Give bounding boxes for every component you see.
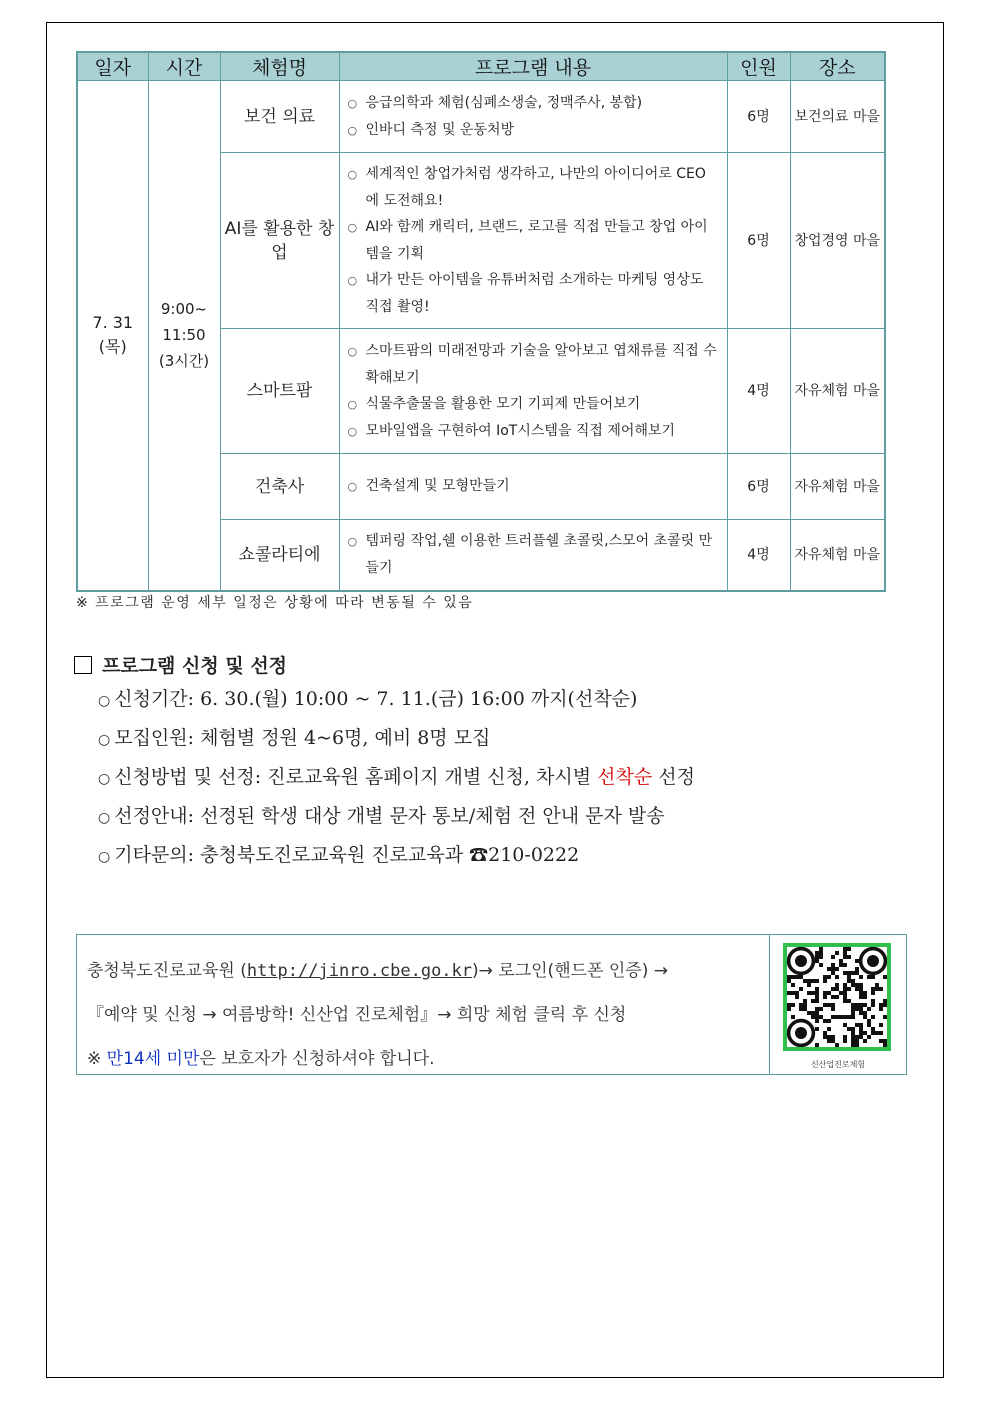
- capacity-cell: 4명: [727, 329, 790, 454]
- list-item: ○ 기타문의: 충청북도진로교육원 진로교육과 ☎210-0222: [98, 844, 580, 866]
- circle-bullet-icon: ○: [347, 535, 358, 549]
- place-cell: 자유체험 마을: [790, 454, 885, 520]
- header-program-content: 프로그램 내용: [339, 52, 727, 81]
- list-item: ○ 모바일앱을 구현하여 IoT시스템을 직접 제어해보기: [348, 418, 719, 445]
- header-capacity: 인원: [727, 52, 790, 81]
- program-name: 건축사: [220, 454, 339, 520]
- capacity-cell: 6명: [727, 153, 790, 329]
- header-program-name: 체험명: [220, 52, 339, 81]
- circle-bullet-icon: ○: [347, 168, 358, 181]
- list-item: ○ 식물추출물을 활용한 모기 기피제 만들어보기: [348, 391, 719, 418]
- place-cell: 자유체험 마을: [790, 520, 885, 591]
- program-content: [339, 329, 727, 454]
- section-title: [74, 651, 287, 678]
- circle-bullet-icon: ○: [98, 732, 111, 748]
- circle-bullet-icon: ○: [347, 221, 358, 234]
- circle-bullet-icon: ○: [98, 693, 111, 709]
- list-item: ○ 인바디 측정 및 운동처방: [348, 117, 719, 144]
- circle-bullet-icon: ○: [347, 424, 358, 438]
- circle-bullet-icon: ○: [347, 96, 358, 110]
- header-time: 시간: [148, 52, 220, 81]
- guide-line-3: ※ 만14세 미만은 보호자가 신청하셔야 합니다.: [87, 1049, 435, 1069]
- circle-bullet-icon: ○: [347, 480, 358, 493]
- program-content: [339, 520, 727, 591]
- list-item: ○ 신청기간: 6. 30.(월) 10:00 ~ 7. 11.(금) 16:00 까지(선착순): [98, 688, 638, 710]
- place-cell: 보건의료 마을: [790, 81, 885, 153]
- program-name: AI를 활용한 창업: [220, 153, 339, 329]
- list-item: ○ 응급의학과 체험(심폐소생술, 정맥주사, 봉합): [348, 90, 719, 117]
- header-date: 일자: [77, 52, 148, 81]
- qr-panel: [769, 935, 906, 1074]
- square-bullet-icon: [74, 656, 92, 674]
- time-end: 11:50: [162, 326, 206, 345]
- list-item: ○ 건축설계 및 모형만들기: [348, 473, 719, 500]
- list-item: ○ 선정안내: 선정된 학생 대상 개별 문자 통보/체험 전 안내 문자 발송: [98, 805, 665, 827]
- circle-bullet-icon: ○: [347, 344, 358, 358]
- place-cell: 창업경영 마을: [790, 153, 885, 329]
- table-row: [77, 81, 885, 153]
- qr-code-graphic: [787, 947, 887, 1047]
- guide-line-1: 충청북도진로교육원 (http://jinro.cbe.go.kr)→ 로그인(핸드폰 인증) →: [87, 961, 668, 981]
- circle-bullet-icon: ○: [347, 397, 358, 411]
- table-header-row: [77, 52, 885, 81]
- age-highlight: 만14세 미만: [106, 1049, 200, 1069]
- time-duration: (3시간): [158, 352, 210, 371]
- capacity-cell: 4명: [727, 520, 790, 591]
- time-cell: [148, 81, 220, 591]
- list-item: ○ 모집인원: 체험별 정원 4~6명, 예비 8명 모집: [98, 727, 491, 749]
- program-content: [339, 81, 727, 153]
- list-item: ○ 내가 만든 아이템을 유튜버처럼 소개하는 마케팅 영상도 직접 촬영!: [348, 267, 719, 320]
- homepage-link[interactable]: http://jinro.cbe.go.kr: [246, 961, 473, 981]
- program-name: 스마트팜: [220, 329, 339, 454]
- circle-bullet-icon: ○: [98, 771, 111, 787]
- guide-line-2: 『예약 및 신청 → 여름방학! 신산업 진로체험』→ 희망 체험 클릭 후 신청: [87, 1005, 627, 1025]
- program-name: 보건 의료: [220, 81, 339, 153]
- date-cell: 7. 31 (목): [77, 81, 148, 591]
- circle-bullet-icon: ○: [98, 810, 111, 826]
- circle-bullet-icon: ○: [347, 274, 358, 287]
- list-item: ○ 신청방법 및 선정: 진로교육원 홈페이지 개별 신청, 차시별 선착순 선정: [98, 766, 695, 788]
- circle-bullet-icon: ○: [347, 123, 358, 137]
- program-name: 쇼콜라티에: [220, 520, 339, 591]
- qr-code-icon[interactable]: [783, 943, 891, 1051]
- list-item: ○ 스마트팜의 미래전망과 기술을 알아보고 엽채류를 직접 수확해보기: [348, 338, 719, 391]
- application-info-list: [98, 683, 695, 878]
- program-content: [339, 454, 727, 520]
- program-schedule-table: [76, 51, 886, 592]
- application-guide-box: [76, 934, 907, 1075]
- place-cell: 자유체험 마을: [790, 329, 885, 454]
- section-title-text: 프로그램 신청 및 선정: [102, 655, 288, 677]
- list-item: ○ 세계적인 창업가처럼 생각하고, 나만의 아이디어로 CEO에 도전해요!: [348, 161, 719, 214]
- capacity-cell: 6명: [727, 454, 790, 520]
- capacity-cell: 6명: [727, 81, 790, 153]
- time-start: 9:00~: [160, 300, 208, 319]
- circle-bullet-icon: ○: [98, 849, 111, 865]
- schedule-note: ※ 프로그램 운영 세부 일정은 상황에 따라 변동될 수 있음: [76, 595, 474, 611]
- qr-caption: 신산업진로체험: [810, 1060, 866, 1069]
- guide-text: [87, 949, 668, 1081]
- highlight-first-come: 선착순: [597, 766, 653, 788]
- header-place: 장소: [790, 52, 885, 81]
- program-content: [339, 153, 727, 329]
- list-item: ○ AI와 함께 캐릭터, 브랜드, 로고를 직접 만들고 창업 아이템을 기획: [348, 214, 719, 267]
- list-item: ○ 템퍼링 작업,쉘 이용한 트러플쉘 초콜릿,스모어 초콜릿 만들기: [348, 528, 719, 581]
